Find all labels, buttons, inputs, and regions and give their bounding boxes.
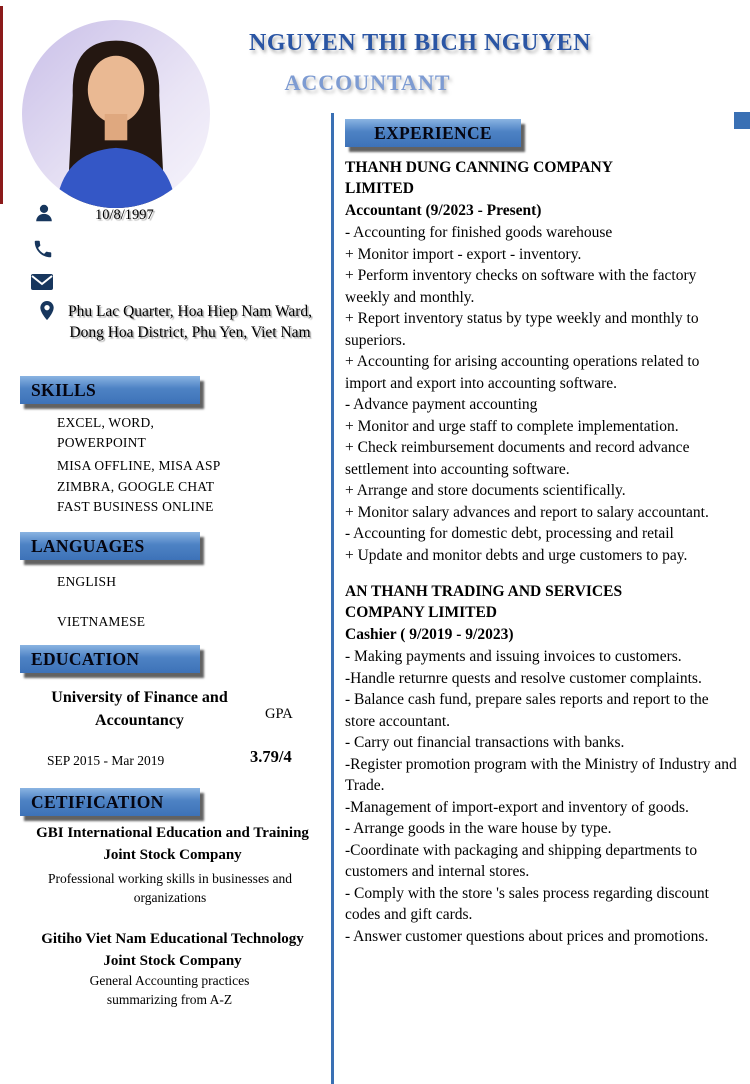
- address-value: Phu Lac Quarter, Hoa Hiep Nam Ward, Dong Hoa District, Phu Yen, Viet Nam: [67, 303, 313, 341]
- education-title: EDUCATION: [31, 649, 140, 669]
- skill-line: ZIMBRA, GOOGLE CHAT: [57, 479, 215, 494]
- candidate-name: NGUYEN THI BICH NGUYEN: [249, 30, 591, 56]
- profile-photo: [22, 20, 210, 208]
- left-accent-stripe: [0, 6, 3, 204]
- job-role: Accountant (9/2023 - Present): [345, 202, 542, 219]
- certification-title: CETIFICATION: [31, 792, 164, 812]
- skill-line: EXCEL, WORD,: [57, 415, 155, 430]
- job-entry-an-thanh: [345, 581, 737, 947]
- language-item: VIETNAMESE: [57, 614, 146, 629]
- column-divider-line: [331, 113, 334, 1084]
- experience-content: [345, 157, 737, 962]
- section-header-skills: [20, 376, 200, 404]
- job-bullet: -Register promotion program with the Ministry of Industry and Trade.: [345, 755, 737, 794]
- education-dates: SEP 2015 - Mar 2019: [47, 753, 165, 768]
- skill-line: MISA OFFLINE, MISA ASP: [57, 458, 221, 473]
- email-icon: [30, 272, 54, 292]
- job-bullet: - Accounting for domestic debt, processing and retail: [345, 525, 674, 542]
- profile-photo-illustration: [22, 20, 210, 208]
- job-bullet: + Monitor and urge staff to complete implementation.: [345, 417, 679, 435]
- job-bullet: - Answer customer questions about prices and promotions.: [345, 927, 709, 945]
- section-header-certification: [20, 788, 200, 816]
- job-entry-thanh-dung: [345, 157, 737, 566]
- job-bullet: + Report inventory status by type weekly and monthly to superiors.: [345, 310, 699, 349]
- job-bullet: -Coordinate with packaging and shipping departments to customers and internal stores.: [345, 841, 698, 880]
- section-header-education: [20, 645, 200, 673]
- job-company: AN THANH TRADING AND SERVICES COMPANY LIMITED: [345, 583, 623, 621]
- education-school: University of Finance and Accountancy: [51, 689, 228, 729]
- top-right-accent-bar: [734, 112, 750, 129]
- section-header-languages: [20, 532, 200, 560]
- section-header-experience: [345, 119, 521, 147]
- experience-title: EXPERIENCE: [374, 123, 492, 143]
- certification-org: Gitiho Viet Nam Educational Technology Joint Stock Company: [41, 931, 304, 969]
- languages-title: LANGUAGES: [31, 536, 145, 556]
- job-bullet: + Arrange and store documents scientifically.: [345, 482, 626, 499]
- certification-desc: General Accounting practices summarizing from A-Z: [89, 973, 250, 1007]
- job-bullet: + Monitor import - export - inventory.: [345, 245, 582, 263]
- job-bullet: - Arrange goods in the ware house by type.: [345, 820, 612, 837]
- job-bullet: + Update and monitor debts and urge customers to pay.: [345, 546, 688, 564]
- candidate-title: ACCOUNTANT: [284, 70, 451, 95]
- skill-line: FAST BUSINESS ONLINE: [57, 499, 214, 514]
- certification-desc: Professional working skills in businesses and organizations: [47, 871, 293, 905]
- job-bullet: -Handle returnre quests and resolve customer complaints.: [345, 669, 702, 687]
- job-bullet: - Making payments and issuing invoices to customers.: [345, 648, 682, 665]
- job-bullet: - Accounting for finished goods warehouse: [345, 224, 613, 241]
- job-bullet: -Management of import-export and inventory of goods.: [345, 798, 689, 816]
- job-bullet: - Carry out financial transactions with banks.: [345, 734, 625, 751]
- job-bullet: - Balance cash fund, prepare sales reports and report to the store accountant.: [345, 691, 709, 730]
- skills-title: SKILLS: [31, 380, 97, 400]
- birthdate-value: 10/8/1997: [95, 207, 154, 223]
- job-bullet: - Comply with the store 's sales process regarding discount codes and gift cards.: [345, 884, 709, 923]
- certification-org: GBI International Education and Training Joint Stock Company: [36, 825, 309, 863]
- gpa-label: GPA: [265, 706, 293, 722]
- job-company: THANH DUNG CANNING COMPANY LIMITED: [345, 159, 613, 197]
- gpa-value: 3.79/4: [250, 747, 292, 766]
- location-pin-icon: [37, 298, 57, 324]
- skill-line: POWERPOINT: [57, 435, 146, 450]
- job-bullet: + Accounting for arising accounting operations related to import and export into accounting software.: [345, 353, 700, 392]
- job-bullet: + Monitor salary advances and report to salary accountant.: [345, 503, 709, 521]
- job-bullet: + Check reimbursement documents and record advance settlement into accounting software.: [345, 439, 690, 478]
- job-bullet: - Advance payment accounting: [345, 396, 538, 413]
- job-role: Cashier ( 9/2019 - 9/2023): [345, 626, 514, 643]
- job-bullet: + Perform inventory checks on software with the factory weekly and monthly.: [345, 267, 697, 306]
- language-item: ENGLISH: [57, 574, 117, 589]
- phone-icon: [32, 238, 54, 260]
- user-icon: [33, 201, 55, 225]
